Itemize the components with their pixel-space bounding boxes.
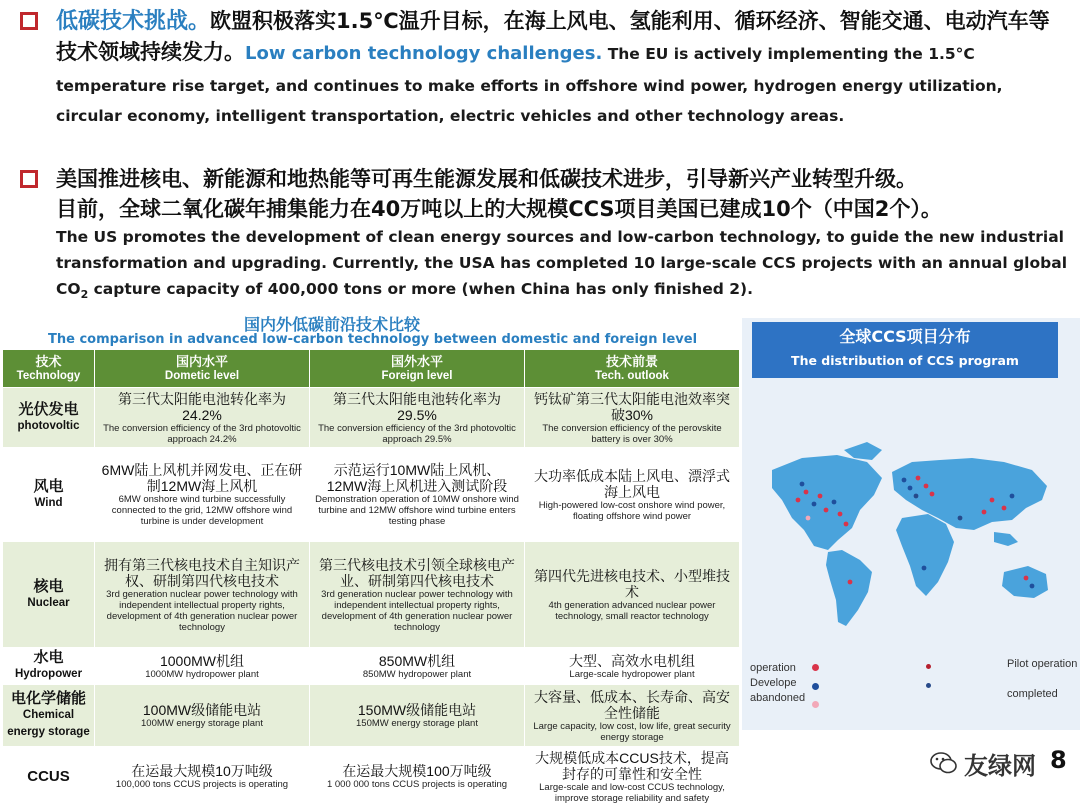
legend-develope: Develope <box>750 677 797 689</box>
cell-zh: 150MW级储能电站 <box>357 702 477 718</box>
cell-en: Large-scale hydropower plant <box>569 668 695 680</box>
cell-en: 3rd generation nuclear power technology with independent intellectual property rights, development of 4th generation nuclear power technology <box>321 588 513 633</box>
cell-en: 850MW hydropower plant <box>362 668 472 680</box>
bullet-en-highlight: Low carbon technology challenges. <box>245 43 603 64</box>
cell-foreign <box>310 388 525 448</box>
category-zh: 电化学储能 <box>10 690 86 707</box>
bullet-zh-highlight: 低碳技术挑战。 <box>56 9 211 34</box>
cell-domestic <box>95 448 310 542</box>
cell-zh: 第三代核电技术引领全球核电产业、研制第四代核电技术 <box>319 556 515 589</box>
cell-en: 100MW energy storage plant <box>141 718 263 729</box>
bullet2-en-sub: 2 <box>80 288 89 302</box>
page-number: 8 <box>1050 746 1067 774</box>
header-zh: 国内水平 <box>175 353 228 369</box>
wechat-icon <box>930 752 958 774</box>
bullet2-en-text <box>20 224 1070 308</box>
cell-zh: 示范运行10MW陆上风机、12MW海上风机进入测试阶段 <box>326 462 508 494</box>
cell-outlook <box>525 747 740 807</box>
cell-zh: 100MW级储能电站 <box>142 702 262 718</box>
category-zh: 核电 <box>33 577 64 595</box>
row-category <box>3 747 95 807</box>
cell-zh: 拥有第三代核电技术自主知识产权、研制第四代核电技术 <box>104 556 300 589</box>
cell-zh: 大功率低成本陆上风电、漂浮式海上风电 <box>534 467 730 500</box>
legend-operation: operation <box>750 662 796 674</box>
cell-domestic <box>95 747 310 807</box>
table-row <box>3 448 740 542</box>
bullet-eu-low-carbon <box>20 6 1070 125</box>
bullet-zh-text <box>20 6 1070 129</box>
bullet2-zh-line2: 目前，全球二氧化碳年捕集能力在40万吨以上的大规模CCS项目美国已建成10个（中国2个）。 <box>56 197 942 221</box>
map-title-en: The distribution of CCS program <box>791 353 1019 368</box>
cell-zh: 第三代太阳能电池转化率为29.5% <box>333 390 501 423</box>
category-zh: CCUS <box>27 768 70 785</box>
cell-en: 150MW energy storage plant <box>356 718 478 729</box>
cell-en: 1 000 000 tons CCUS projects is operating <box>326 779 508 790</box>
world-map <box>742 400 1080 648</box>
bullet2-en-a: The US promotes the development of clean energy sources and low-carbon technology, to guide the new industrial transformation and upgrading. Currently, the USA has completed 10 large-scale CCS projects with an annual global CO <box>56 228 1068 298</box>
cell-foreign <box>310 542 525 648</box>
bullet-us-ccs <box>20 164 1070 308</box>
cell-outlook <box>525 542 740 648</box>
row-category <box>3 448 95 542</box>
comparison-table <box>2 349 740 807</box>
cell-zh: 在运最大规模10万吨级 <box>131 763 273 779</box>
cell-en: 1000MW hydropower plant <box>145 668 259 680</box>
header-zh: 技术 <box>35 353 62 369</box>
cell-domestic <box>95 648 310 685</box>
bullet2-zh-line1: 美国推进核电、新能源和地热能等可再生能源发展和低碳技术进步，引导新兴产业转型升级。 <box>56 167 917 191</box>
cell-zh: 850MW机组 <box>378 652 456 669</box>
legend-dot-pilot <box>926 664 931 669</box>
cell-en: Large-scale and low-cost CCUS technology, improve storage reliability and safety <box>539 781 725 804</box>
row-category <box>3 542 95 648</box>
legend-dot-abandoned <box>812 701 819 708</box>
header-domestic <box>95 350 310 388</box>
cell-en: The conversion efficiency of the 3rd photovoltic approach 29.5% <box>318 422 516 445</box>
watermark-text: 友绿网 <box>964 752 1036 780</box>
category-en: photovoltic <box>17 419 80 432</box>
cell-domestic <box>95 542 310 648</box>
header-en: Foreign level <box>381 369 453 382</box>
legend-completed: completed <box>1007 688 1058 700</box>
cell-zh: 第四代先进核电技术、小型堆技术 <box>534 567 730 600</box>
cell-domestic <box>95 388 310 448</box>
cell-foreign <box>310 448 525 542</box>
header-en: Tech. outlook <box>595 369 669 382</box>
category-en: Wind <box>34 496 63 509</box>
table-row <box>3 542 740 648</box>
category-zh: 水电 <box>33 649 64 666</box>
bullet-square-icon <box>20 12 38 30</box>
cell-zh: 1000MW机组 <box>159 652 245 669</box>
bullet-square-icon <box>20 170 38 188</box>
cell-en: Large capacity, low cost, low life, great security energy storage <box>533 720 731 743</box>
category-zh: 风电 <box>33 477 64 495</box>
bullet2-en-b: capture capacity of 400,000 tons or more (when China has only finished 2). <box>88 280 753 298</box>
header-technology <box>3 350 95 388</box>
world-map-land <box>772 442 1048 626</box>
cell-en: 4th generation advanced nuclear power technology, small reactor technology <box>548 599 716 622</box>
category-en: Nuclear <box>27 596 70 609</box>
header-foreign <box>310 350 525 388</box>
legend-abandoned: abandoned <box>750 692 806 704</box>
cell-zh: 大型、高效水电机组 <box>569 652 695 669</box>
header-zh: 技术前景 <box>605 353 658 369</box>
legend-dot-completed <box>926 683 931 688</box>
cell-zh: 在运最大规模100万吨级 <box>342 763 492 779</box>
cell-en: 3rd generation nuclear power technology with independent intellectual property rights, development of 4th generation nuclear power technology <box>106 588 298 633</box>
cell-foreign <box>310 685 525 747</box>
table-title-zh: 国内外低碳前沿技术比较 <box>244 315 421 334</box>
cell-outlook <box>525 685 740 747</box>
header-en: Dometic level <box>164 369 240 382</box>
legend-dot-operation <box>812 664 819 671</box>
table-header-row <box>3 350 740 388</box>
row-category <box>3 685 95 747</box>
legend-pilot-operation: Pilot operation <box>1007 658 1078 670</box>
map-title-zh: 全球CCS项目分布 <box>839 327 971 346</box>
bullet-zh-body: 欧盟积极落实1.5℃温升目标，在海上风电、氢能利用、循环经济、智能交通、电动汽车等技术领域持续发力。 <box>56 9 1050 64</box>
cell-en: High-powered low-cost onshore wind power, floating offshore wind power <box>538 499 726 522</box>
cell-foreign <box>310 747 525 807</box>
cell-zh: 第三代太阳能电池转化率为24.2% <box>118 390 286 423</box>
table-row <box>3 388 740 448</box>
cell-outlook <box>525 388 740 448</box>
map-title <box>752 322 1058 378</box>
cell-outlook <box>525 648 740 685</box>
cell-foreign <box>310 648 525 685</box>
cell-en: The conversion efficiency of the 3rd photovoltic approach 24.2% <box>103 422 301 445</box>
cell-en: 6MW onshore wind turbine successfully connected to the grid, 12MW offshore wind turbine is under development <box>111 494 293 527</box>
cell-zh: 大容量、低成本、长寿命、高安全性储能 <box>534 688 730 721</box>
cell-en: Demonstration operation of 10MW onshore wind turbine and 12MW offshore wind turbine enters testing phase <box>315 494 519 527</box>
header-outlook <box>525 350 740 388</box>
header-en: Technology <box>16 369 81 382</box>
header-zh: 国外水平 <box>390 353 443 369</box>
bullet-en-body: The EU is actively implementing the 1.5°C temperature rise target, and continues to make efforts in offshore wind power, hydrogen energy utilization, circular economy, intelligent transportation, electric vehicles and other technology areas. <box>56 45 1003 125</box>
row-category <box>3 388 95 448</box>
table-title-en: The comparison in advanced low-carbon technology between domestic and foreign level <box>48 332 698 347</box>
cell-zh: 大规模低成本CCUS技术，提高封存的可靠性和安全性 <box>535 749 729 782</box>
cell-zh: 6MW陆上风机并网发电、正在研制12MW海上风机 <box>101 462 303 494</box>
category-en: Hydropower <box>14 668 83 680</box>
legend-dot-develope <box>812 683 819 690</box>
table-row <box>3 648 740 685</box>
cell-outlook <box>525 448 740 542</box>
cell-domestic <box>95 685 310 747</box>
category-en: Chemical energy storage <box>7 709 90 738</box>
cell-zh: 钙钛矿第三代太阳能电池效率突破30% <box>534 390 730 423</box>
cell-en: 100,000 tons CCUS projects is operating <box>115 779 289 790</box>
table-row <box>3 685 740 747</box>
category-zh: 光伏发电 <box>18 400 79 418</box>
cell-en: The conversion efficiency of the perovskite battery is over 30% <box>542 422 722 445</box>
table-row <box>3 747 740 807</box>
row-category <box>3 648 95 685</box>
